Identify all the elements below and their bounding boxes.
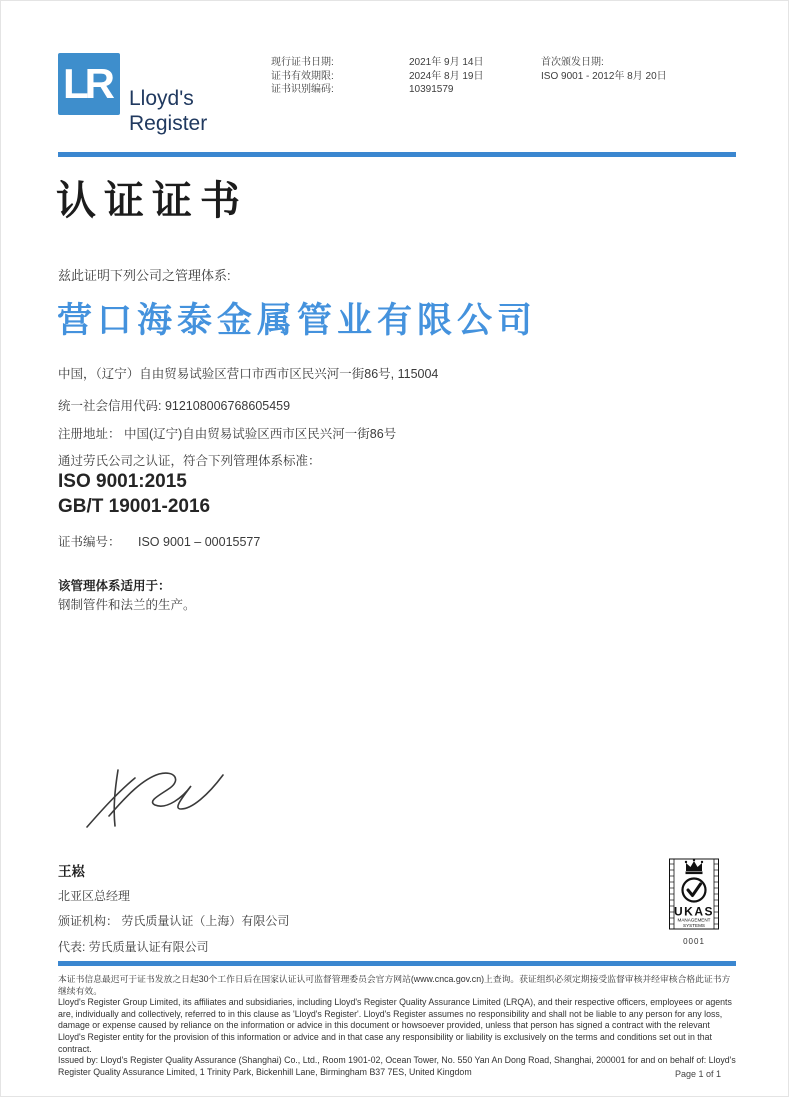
cnca-notice: 本证书信息最迟可于证书发放之日起30个工作日后在国家认证认可监督管理委员会官方网站(www.cnca.gov.cn)上查询。获证组织必须定期接受监督审核并经审核合格此证书方继续有效。 <box>58 974 731 996</box>
certificate-number-label: 证书编号： <box>58 535 121 549</box>
ukas-logo-icon <box>666 858 722 930</box>
footer-divider <box>58 961 736 966</box>
page-title: 认证证书 <box>56 177 248 224</box>
signature <box>81 753 251 843</box>
expiry-date-label: 证书有效期限: <box>271 70 334 82</box>
wordmark-line1: Lloyd's <box>129 87 194 110</box>
meta-empty-cell <box>541 83 667 97</box>
scope-heading: 该管理体系适用于： <box>58 579 171 593</box>
footer-fine-print <box>58 974 739 1078</box>
ukas-caption-line1: MANAGEMENT <box>677 917 711 923</box>
ukas-acronym: UKAS <box>673 904 715 919</box>
company-address: 中国，（辽宁）自由贸易试验区营口市西市区民兴河一街86号, 115004 <box>58 367 439 381</box>
scope-text: 钢制管件和法兰的生产。 <box>58 598 196 612</box>
signature-scribble-icon <box>81 753 251 838</box>
certificate-number-value: ISO 9001 – 00015577 <box>138 535 261 549</box>
ukas-caption-line2: SYSTEMS <box>683 922 705 928</box>
first-issue-value: ISO 9001 - 2012年 8月 20日 <box>541 70 667 82</box>
credit-code-line: 统一社会信用代码: 912108006768605459 <box>58 399 291 413</box>
lr-logo-icon: LR <box>63 60 111 107</box>
signer-name: 王崧 <box>58 864 85 879</box>
wordmark-line2: Register <box>129 112 208 135</box>
expiry-date-value: 2024年 8月 19日 <box>409 70 484 82</box>
registered-address-line: 注册地址： 中国(辽宁)自由贸易试验区西市区民兴河一街86号 <box>58 427 397 441</box>
ukas-accreditation-mark <box>663 858 725 946</box>
issuer-line: 颁证机构： 劳氏质量认证（上海）有限公司 <box>58 914 290 928</box>
current-cert-date-value: 2021年 9月 14日 <box>409 57 484 68</box>
first-issue-label: 首次颁发日期: <box>541 57 604 68</box>
legal-disclaimer: Lloyd's Register Group Limited, its affiliates and subsidiaries, including Lloyd's Register Quality Assurance Limited (LRQA), and their respective officers, employees or agents are, individually and collectively, referred to in this clause as 'Lloyd's Register'. Lloyd's Register assumes no responsibility and shall not be liable to any person for any loss, damage or expense caused by reliance on the information or advice in this document or howsoever provided, unless that person has signed a contract with the relevant Lloyd's Register entity for the provision of this information or advice and in that case any responsibility or liability is exclusively on the terms and conditions set out in that contract. <box>58 997 732 1054</box>
certificate-number-line <box>58 532 260 550</box>
cert-id-label: 证书识别编码: <box>271 84 334 95</box>
standard-gbt: GB/T 19001-2016 <box>58 496 211 517</box>
representative-line: 代表: 劳氏质量认证有限公司 <box>58 940 209 954</box>
standard-iso: ISO 9001:2015 <box>58 471 187 492</box>
certificate-meta <box>271 56 667 97</box>
signer-title: 北亚区总经理 <box>58 889 131 903</box>
page-indicator: Page 1 of 1 <box>674 1069 721 1079</box>
cert-id-value: 10391579 <box>409 84 454 95</box>
company-name: 营口海泰金属管业有限公司 <box>57 301 538 340</box>
issued-by-line: Issued by: Lloyd's Register Quality Assurance (Shanghai) Co., Ltd., Room 1901-02, Ocean Tower, No. 550 Yan An Dong Road, Shanghai, 200001 for and on behalf of: Lloyd's Register Quality Assurance Limited, 1 Trinity Park, Bickenhill Lane, Birmingham B37 7ES, United Kingdom <box>58 1055 736 1077</box>
header-divider <box>58 152 736 157</box>
lloyds-register-logo <box>58 53 120 115</box>
current-cert-date-label: 现行证书日期: <box>271 57 334 68</box>
standards-list <box>58 469 210 519</box>
ukas-number: 0001 <box>683 937 705 946</box>
approval-line: 通过劳氏公司之认证，符合下列管理体系标准： <box>58 454 321 468</box>
intro-line: 兹此证明下列公司之管理体系: <box>58 268 231 283</box>
lloyds-register-wordmark <box>129 86 207 136</box>
